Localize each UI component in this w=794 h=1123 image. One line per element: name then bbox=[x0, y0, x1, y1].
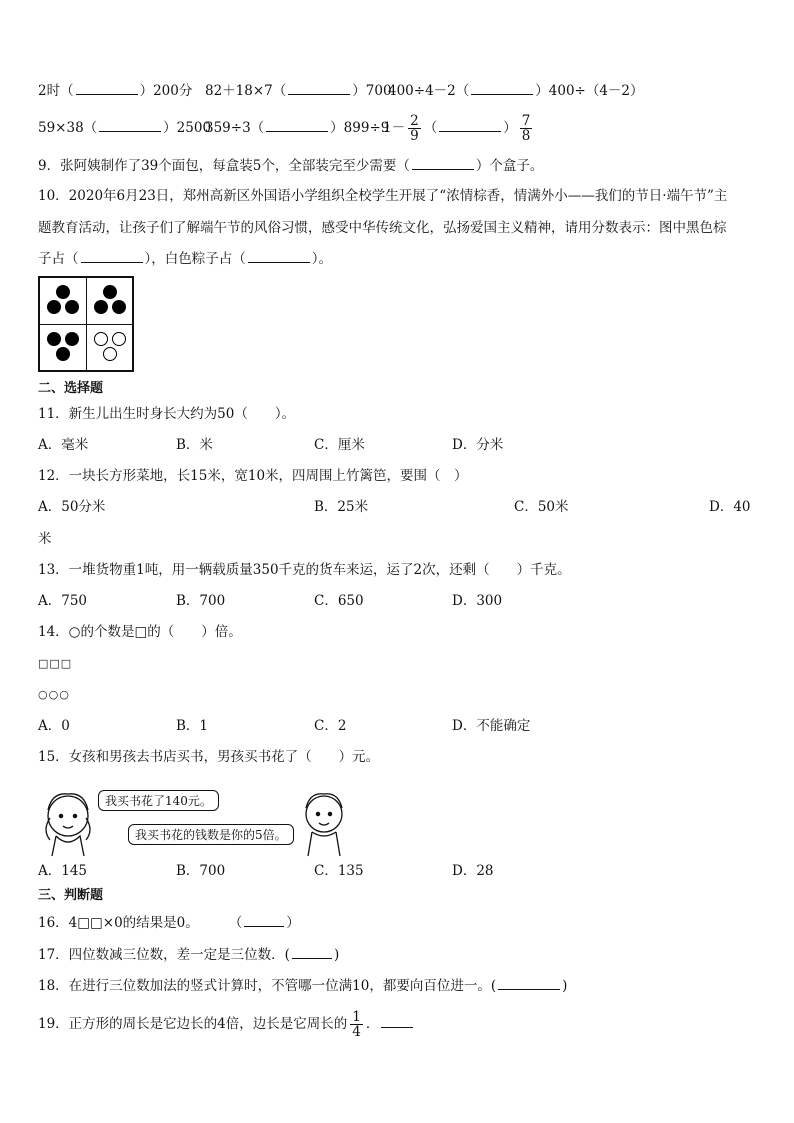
numerator: 2 bbox=[410, 113, 419, 129]
answer-blank[interactable] bbox=[244, 914, 284, 927]
option-a[interactable]: A．50分米 bbox=[38, 499, 106, 515]
q18-text: 18．在进行三位数加法的竖式计算时，不管哪一位满10，都要向百位进一。( bbox=[38, 978, 497, 994]
option-b[interactable]: B．25米 bbox=[314, 499, 369, 515]
answer-blank[interactable] bbox=[471, 82, 533, 95]
option-d[interactable]: D．28 bbox=[452, 863, 494, 879]
white-zongzi bbox=[103, 347, 117, 361]
option-b[interactable]: B．米 bbox=[176, 437, 213, 453]
white-zongzi bbox=[112, 332, 126, 346]
fraction-2-9 bbox=[408, 114, 421, 143]
compare-5-left: 359÷3（ bbox=[205, 120, 265, 136]
q10-text-mid: ），白色粽子占（ bbox=[144, 251, 246, 267]
boy-speech-bubble: 我买书花的钱数是你的5倍。 bbox=[128, 824, 294, 845]
paren-open: （ bbox=[228, 915, 243, 931]
question-19 bbox=[38, 1004, 415, 1044]
answer-blank[interactable] bbox=[266, 119, 328, 132]
black-zongzi bbox=[65, 300, 79, 314]
option-a[interactable]: A．750 bbox=[38, 593, 88, 609]
q16-text: 16．4□□×0的结果是0。 bbox=[38, 915, 199, 931]
compare-2-right: ）700 bbox=[352, 83, 392, 99]
compare-1-left: 2时（ bbox=[38, 83, 74, 99]
squares-row: □□□ bbox=[38, 657, 73, 670]
black-zongzi bbox=[47, 300, 61, 314]
compare-4-right: ）2500 bbox=[163, 120, 212, 136]
option-d[interactable]: D．分米 bbox=[452, 437, 504, 453]
paren-close: ) bbox=[562, 978, 568, 994]
question-18 bbox=[38, 977, 567, 995]
option-b[interactable]: B．700 bbox=[176, 863, 226, 879]
question-10-line-1: 10．2020年6月23日，郑州高新区外国语小学组织全校学生开展了“浓情棕香，情满外小——我们的节日·端午节”主 bbox=[38, 188, 728, 204]
compare-3-right: ）400÷（4－2） bbox=[535, 83, 644, 99]
grid-cell bbox=[40, 278, 87, 325]
compare-row-1b bbox=[205, 82, 392, 100]
black-zongzi bbox=[65, 332, 79, 346]
answer-blank[interactable] bbox=[292, 946, 332, 959]
question-15: 15．女孩和男孩去书店买书，男孩买书花了（ ）元。 bbox=[38, 749, 380, 765]
paren-close: ） bbox=[286, 915, 300, 931]
compare-5-right: ）899÷9 bbox=[330, 120, 390, 136]
boy-figure bbox=[306, 794, 342, 856]
numerator: 7 bbox=[521, 113, 531, 129]
option-b[interactable]: B．700 bbox=[176, 593, 226, 609]
option-c[interactable]: C．2 bbox=[314, 718, 347, 734]
option-c[interactable]: C．厘米 bbox=[314, 437, 365, 453]
option-c[interactable]: C．135 bbox=[314, 863, 364, 879]
option-d-cont: 米 bbox=[38, 531, 52, 547]
answer-blank[interactable] bbox=[498, 977, 560, 990]
question-17 bbox=[38, 946, 339, 964]
answer-blank[interactable] bbox=[288, 82, 350, 95]
fraction-1-4 bbox=[350, 1010, 363, 1039]
compare-row-1 bbox=[38, 82, 192, 100]
option-b[interactable]: B．1 bbox=[176, 718, 209, 734]
q19-text: 19．正方形的周长是它边长的4倍，边长是它周长的 bbox=[38, 1016, 348, 1032]
black-zongzi bbox=[103, 285, 117, 299]
compare-6-left: 1－ bbox=[383, 120, 406, 136]
paren-close: ） bbox=[503, 120, 517, 136]
question-11: 11．新生儿出生时身长大约为50（ ）。 bbox=[38, 406, 296, 422]
option-a[interactable]: A．毫米 bbox=[38, 437, 89, 453]
question-13: 13．一堆货物重1吨，用一辆载质量350千克的货车来运，运了2次，还剩（ ）千克。 bbox=[38, 562, 571, 578]
question-9 bbox=[38, 157, 543, 175]
denominator: 8 bbox=[521, 128, 531, 144]
black-zongzi bbox=[47, 332, 61, 346]
compare-2-left: 82＋18×7（ bbox=[205, 83, 287, 99]
answer-blank[interactable] bbox=[76, 82, 138, 95]
compare-row-2c bbox=[383, 108, 535, 148]
paren-close: ) bbox=[333, 947, 340, 963]
compare-row-2a bbox=[38, 119, 211, 137]
black-zongzi bbox=[112, 300, 126, 314]
zongzi-grid bbox=[38, 276, 134, 372]
option-d[interactable]: D．不能确定 bbox=[452, 718, 531, 734]
answer-blank[interactable] bbox=[439, 119, 501, 132]
option-d[interactable]: D．40 bbox=[709, 499, 751, 515]
answer-blank[interactable] bbox=[412, 157, 474, 170]
q19-text-end: ． bbox=[365, 1016, 380, 1032]
black-zongzi bbox=[94, 300, 108, 314]
numerator: 1 bbox=[352, 1009, 361, 1025]
option-a[interactable]: A．0 bbox=[38, 718, 70, 734]
option-c[interactable]: C．650 bbox=[314, 593, 364, 609]
girl-figure bbox=[46, 794, 90, 856]
answer-blank[interactable] bbox=[248, 250, 310, 263]
answer-blank[interactable] bbox=[381, 1015, 413, 1028]
compare-1-right: ）200分 bbox=[139, 83, 193, 99]
option-d[interactable]: D．300 bbox=[452, 593, 503, 609]
denominator: 9 bbox=[410, 128, 419, 144]
fraction-7-8 bbox=[520, 114, 533, 143]
compare-3-left: 400÷4－2（ bbox=[388, 83, 470, 99]
circles-row: ○○○ bbox=[38, 688, 70, 701]
q9-text-end: ）个盒子。 bbox=[475, 158, 544, 174]
question-10-line-3 bbox=[38, 250, 332, 268]
grid-cell bbox=[87, 278, 133, 325]
option-a[interactable]: A．145 bbox=[38, 863, 88, 879]
section-3-heading: 三、判断题 bbox=[38, 888, 104, 903]
question-14: 14．○的个数是□的（ ）倍。 bbox=[38, 624, 242, 640]
black-zongzi bbox=[56, 285, 70, 299]
denominator: 4 bbox=[352, 1024, 361, 1040]
white-zongzi bbox=[94, 332, 108, 346]
answer-blank[interactable] bbox=[99, 119, 161, 132]
q17-text: 17．四位数减三位数，差一定是三位数．( bbox=[38, 947, 290, 963]
grid-cell bbox=[87, 325, 133, 371]
q10-text: 子占（ bbox=[38, 251, 79, 267]
compare-row-1c bbox=[388, 82, 644, 100]
grid-cell bbox=[40, 325, 87, 371]
q9-text: 9．张阿姨制作了39个面包，每盒装5个，全部装完至少需要（ bbox=[38, 158, 410, 174]
option-c[interactable]: C．50米 bbox=[514, 499, 569, 515]
section-2-heading: 二、选择题 bbox=[38, 381, 104, 396]
paren-open: （ bbox=[423, 120, 438, 136]
answer-blank[interactable] bbox=[81, 250, 143, 263]
question-10-line-2: 题教育活动，让孩子们了解端午节的风俗习惯，感受中华传统文化，弘扬爱国主义精神，请用分数表示：图中黑色棕 bbox=[38, 220, 727, 236]
q10-text-end: ）。 bbox=[311, 251, 332, 267]
question-16 bbox=[38, 914, 300, 932]
girl-speech-bubble: 我买书花了140元。 bbox=[98, 790, 219, 811]
black-zongzi bbox=[56, 347, 70, 361]
compare-4-left: 59×38（ bbox=[38, 120, 98, 136]
question-12: 12．一块长方形菜地，长15米，宽10米，四周围上竹篱笆，要围（ ） bbox=[38, 468, 468, 484]
compare-row-2b bbox=[205, 119, 389, 137]
